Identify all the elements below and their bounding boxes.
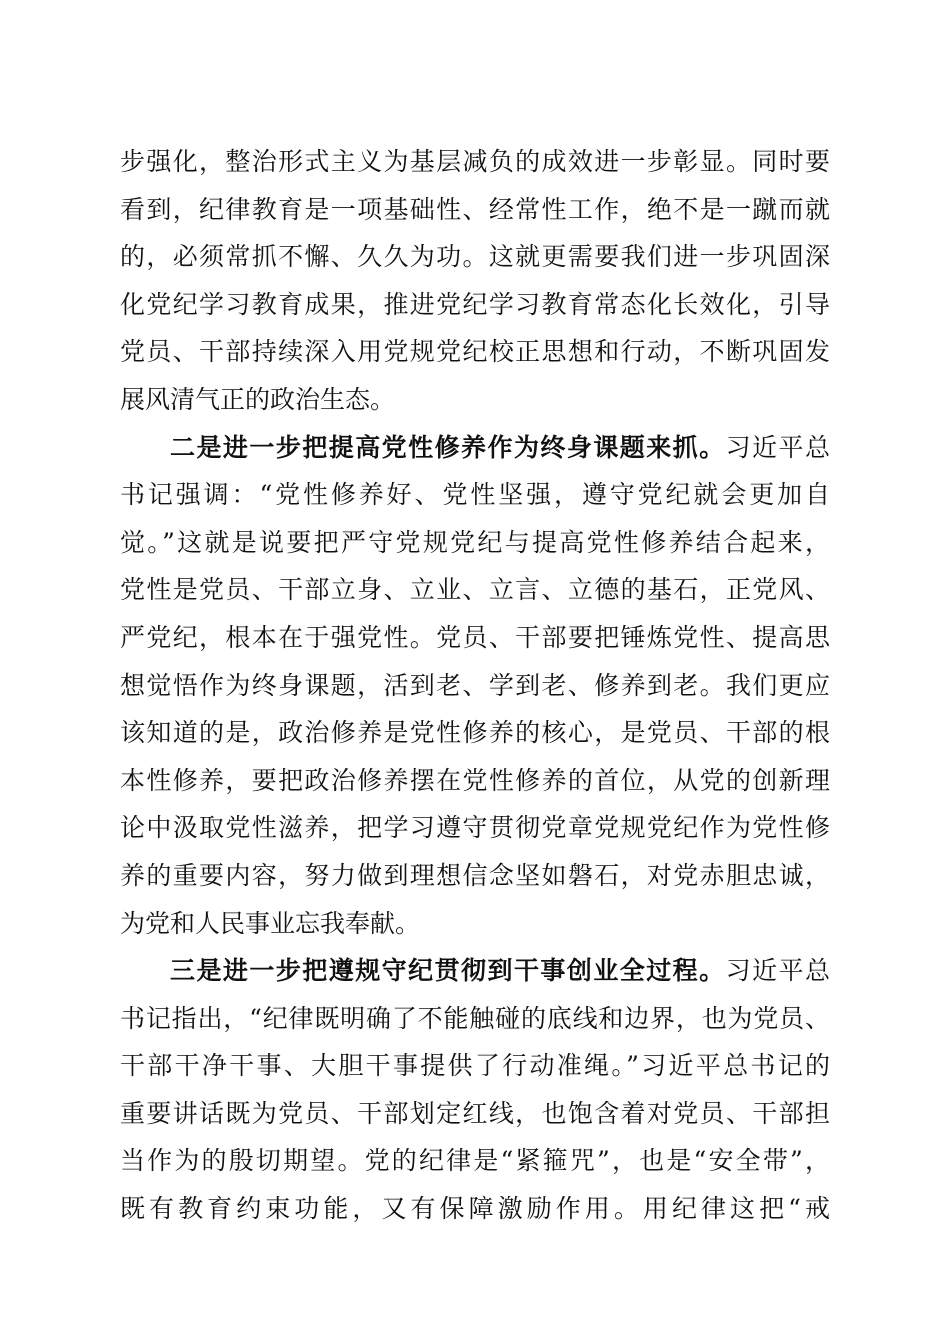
section-heading: 二是进一步把提高党性修养作为终身课题来抓。 [170, 432, 726, 462]
body-line: 想觉悟作为终身课题，活到老、学到老、修养到老。我们更应 [120, 670, 830, 700]
body-line: 重要讲话既为党员、干部划定红线，也饱含着对党员、干部担 [120, 1098, 830, 1128]
body-line: 本性修养，要把政治修养摆在党性修养的首位，从党的创新理 [120, 765, 830, 795]
section-heading: 三是进一步把遵规守纪贯彻到干事创业全过程。 [170, 956, 726, 986]
document-body [120, 138, 830, 1233]
body-line: 步强化，整治形式主义为基层减负的成效进一步彰显。同时要 [120, 147, 830, 176]
body-line: 展风清气正的政治生态。 [120, 384, 396, 414]
body-line: 化党纪学习教育成果，推进党纪学习教育常态化长效化，引导 [120, 289, 830, 319]
body-line: 养的重要内容，努力做到理想信念坚如磐石，对党赤胆忠诚， [120, 860, 830, 890]
body-line: 该知道的是，政治修养是党性修养的核心，是党员、干部的根 [120, 718, 830, 748]
paragraph-first-line [120, 424, 830, 472]
body-line: 看到，纪律教育是一项基础性、经常性工作，绝不是一蹴而就 [120, 194, 830, 224]
body-line: 的，必须常抓不懈、久久为功。这就更需要我们进一步巩固深 [120, 242, 830, 272]
body-line: 干部干净干事、大胆干事提供了行动准绳。”习近平总书记的 [120, 1051, 830, 1081]
body-line: 为党和人民事业忘我奉献。 [120, 908, 421, 938]
body-line: 当作为的殷切期望。党的纪律是“紧箍咒”，也是“安全带”， [120, 1146, 830, 1176]
body-text: 习近平总 [725, 432, 830, 462]
body-text: 习近平总 [725, 956, 830, 986]
body-line: 党性是党员、干部立身、立业、立言、立德的基石，正党风、 [120, 575, 830, 605]
body-line: 论中汲取党性滋养，把学习遵守贯彻党章党规党纪作为党性修 [120, 813, 830, 843]
body-line: 党员、干部持续深入用党规党纪校正思想和行动，不断巩固发 [120, 337, 830, 367]
paragraph-first-line [120, 947, 830, 995]
body-line: 严党纪，根本在于强党性。党员、干部要把锤炼党性、提高思 [120, 622, 830, 652]
body-line: 既有教育约束功能，又有保障激励作用。用纪律这把“戒 [120, 1194, 830, 1224]
body-line: 觉。”这就是说要把严守党规党纪与提高党性修养结合起来， [120, 527, 830, 557]
body-line: 书记强调：“党性修养好、党性坚强，遵守党纪就会更加自 [120, 480, 830, 510]
body-line: 书记指出，“纪律既明确了不能触碰的底线和边界，也为党员、 [120, 1003, 830, 1033]
